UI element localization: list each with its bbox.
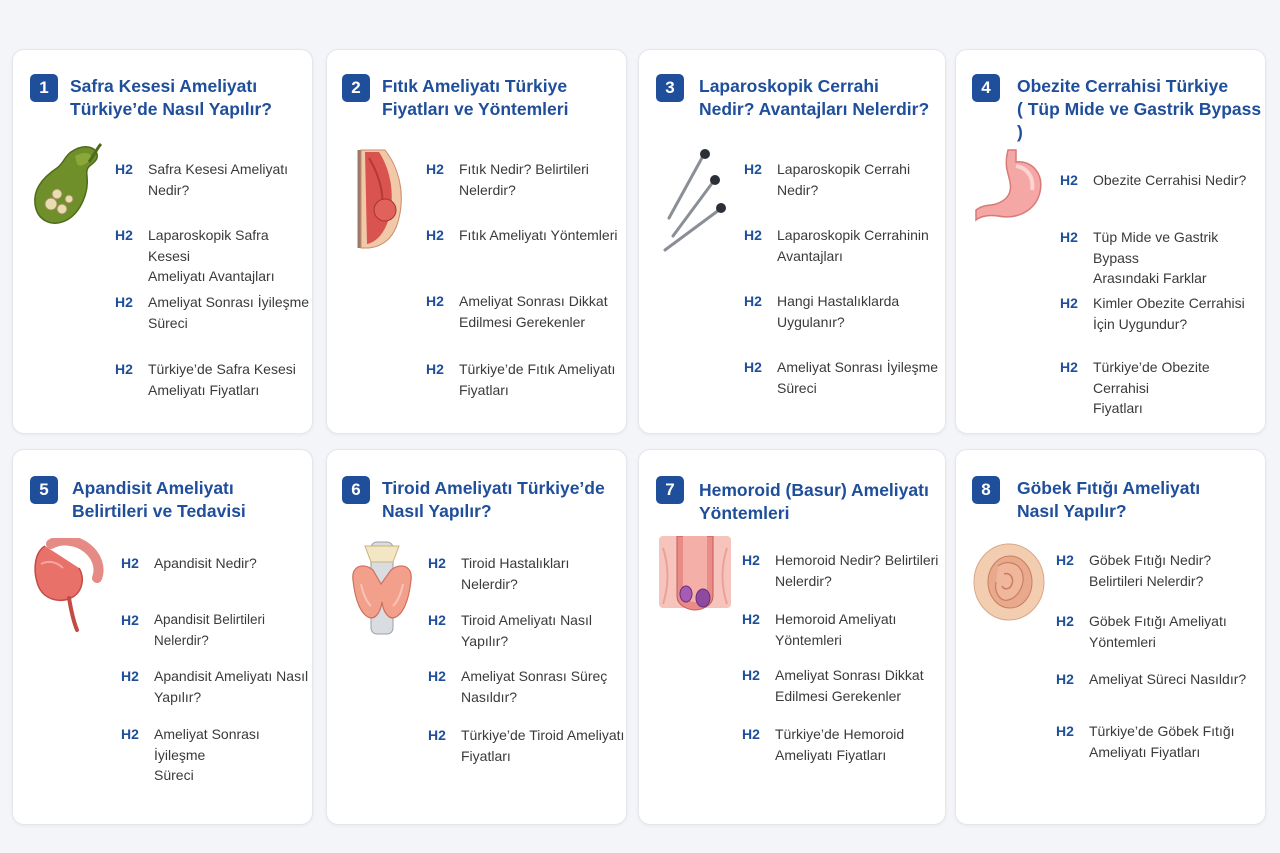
card-item[interactable] xyxy=(121,666,308,707)
h2-tag: H2 xyxy=(428,727,446,743)
h2-tag: H2 xyxy=(428,612,446,628)
card-item[interactable] xyxy=(426,291,608,332)
hemorrhoid-icon xyxy=(659,536,731,612)
card-number: 1 xyxy=(30,74,58,102)
card-item[interactable] xyxy=(426,225,617,246)
h2-tag: H2 xyxy=(115,161,133,177)
h2-tag: H2 xyxy=(121,668,139,684)
h2-tag: H2 xyxy=(744,161,762,177)
card-title[interactable]: Hemoroid (Basur) Ameliyatı Yöntemleri xyxy=(699,480,929,523)
card-8[interactable] xyxy=(955,449,1266,825)
h2-tag: H2 xyxy=(426,293,444,309)
h2-tag: H2 xyxy=(115,227,133,243)
h2-tag: H2 xyxy=(1056,613,1074,629)
h2-tag: H2 xyxy=(742,552,760,568)
h2-tag: H2 xyxy=(428,668,446,684)
card-item[interactable] xyxy=(1060,357,1265,419)
card-number: 5 xyxy=(30,476,58,504)
item-text: Obezite Cerrahisi Nedir? xyxy=(1093,172,1247,188)
h2-tag: H2 xyxy=(426,227,444,243)
card-item[interactable] xyxy=(426,159,589,200)
h2-tag: H2 xyxy=(426,361,444,377)
h2-tag: H2 xyxy=(1056,723,1074,739)
card-title[interactable]: Safra Kesesi Ameliyatı Türkiye’de Nasıl Yapılır? xyxy=(70,76,272,119)
item-text: Fıtık Ameliyatı Yöntemleri xyxy=(459,227,618,243)
card-item[interactable] xyxy=(742,609,896,650)
card-item[interactable] xyxy=(115,292,309,333)
card-title[interactable]: Laparoskopik Cerrahi Nedir? Avantajları Nelerdir? xyxy=(699,76,930,119)
item-text: Türkiye’de Hemoroid Ameliyatı Fiyatları xyxy=(775,726,905,763)
h2-tag: H2 xyxy=(742,667,760,683)
card-7[interactable] xyxy=(638,449,946,825)
gallbladder-icon xyxy=(31,142,103,230)
item-text: Hemoroid Nedir? Belirtileri Nelerdir? xyxy=(775,552,939,589)
item-text: Hangi Hastalıklarda Uygulanır? xyxy=(777,293,900,330)
card-title[interactable]: Fıtık Ameliyatı Türkiye Fiyatları ve Yöntemleri xyxy=(382,76,569,119)
card-item[interactable] xyxy=(744,159,910,200)
card-title[interactable]: Apandisit Ameliyatı Belirtileri ve Tedavisi xyxy=(72,478,246,521)
item-text: Apandisit Belirtileri Nelerdir? xyxy=(154,612,266,648)
item-text: Apandisit Nedir? xyxy=(154,555,257,571)
card-number: 6 xyxy=(342,476,370,504)
h2-tag: H2 xyxy=(426,161,444,177)
item-text: Tiroid Hastalıkları Nelerdir? xyxy=(461,555,570,592)
item-text: Göbek Fıtığı Ameliyatı Yöntemleri xyxy=(1089,613,1227,650)
item-text: Ameliyat Sonrası Dikkat Edilmesi Gerekenler xyxy=(775,667,924,704)
h2-tag: H2 xyxy=(744,359,762,375)
item-text: Göbek Fıtığı Nedir? Belirtileri Nelerdir? xyxy=(1089,552,1212,589)
card-item[interactable] xyxy=(742,665,924,706)
card-number: 4 xyxy=(972,74,1000,102)
card-item[interactable] xyxy=(1056,611,1227,652)
card-item[interactable] xyxy=(121,724,312,786)
card-item[interactable] xyxy=(744,357,938,398)
card-number: 2 xyxy=(342,74,370,102)
item-text: Safra Kesesi Ameliyatı Nedir? xyxy=(148,161,289,198)
card-item[interactable] xyxy=(121,553,257,574)
item-text: Fıtık Nedir? Belirtileri Nelerdir? xyxy=(459,161,589,198)
thyroid-icon xyxy=(349,540,415,638)
card-6[interactable] xyxy=(326,449,627,825)
h2-tag: H2 xyxy=(121,612,139,628)
item-text: Türkiye’de Safra Kesesi Ameliyatı Fiyatları xyxy=(148,361,296,398)
card-item[interactable] xyxy=(115,359,296,400)
h2-tag: H2 xyxy=(115,361,133,377)
card-item[interactable] xyxy=(428,553,569,594)
card-item[interactable] xyxy=(1056,669,1246,690)
card-item[interactable] xyxy=(428,725,624,766)
card-3[interactable] xyxy=(638,49,946,434)
card-item[interactable] xyxy=(428,666,607,707)
h2-tag: H2 xyxy=(742,611,760,627)
card-item[interactable] xyxy=(428,610,592,651)
card-5[interactable] xyxy=(12,449,313,825)
item-text: Kimler Obezite Cerrahisi İçin Uygundur? xyxy=(1093,295,1245,332)
item-text: Ameliyat Sonrası Süreç Nasıldır? xyxy=(461,668,608,705)
item-text: Hemoroid Ameliyatı Yöntemleri xyxy=(775,611,897,648)
h2-tag: H2 xyxy=(742,726,760,742)
card-number: 3 xyxy=(656,74,684,102)
h2-tag: H2 xyxy=(115,294,133,310)
card-item[interactable] xyxy=(744,291,899,332)
item-text: Laparoskopik Cerrahi Nedir? xyxy=(777,161,911,198)
card-item[interactable] xyxy=(1060,170,1246,191)
card-item[interactable] xyxy=(1060,293,1245,334)
card-number: 8 xyxy=(972,476,1000,504)
item-text: Ameliyat Sonrası İyileşme Süreci xyxy=(154,726,260,783)
h2-tag: H2 xyxy=(1056,552,1074,568)
item-text: Türkiye’de Tiroid Ameliyatı Fiyatları xyxy=(461,727,625,764)
card-item[interactable] xyxy=(742,724,904,765)
stomach-icon xyxy=(974,148,1046,222)
h2-tag: H2 xyxy=(744,293,762,309)
item-text: Türkiye’de Göbek Fıtığı Ameliyatı Fiyatları xyxy=(1089,723,1235,760)
item-text: Ameliyat Sonrası İyileşme Süreci xyxy=(148,294,310,331)
hernia-icon xyxy=(355,148,407,250)
card-item[interactable] xyxy=(121,610,312,651)
card-4[interactable] xyxy=(955,49,1266,434)
item-text: Laparoskopik Cerrahinin Avantajları xyxy=(777,227,929,264)
item-text: Ameliyat Süreci Nasıldır? xyxy=(1089,671,1247,687)
h2-tag: H2 xyxy=(1060,229,1078,245)
card-title[interactable]: Tiroid Ameliyatı Türkiye’de Nasıl Yapılır? xyxy=(382,478,605,521)
card-number: 7 xyxy=(656,476,684,504)
card-title[interactable]: Obezite Cerrahisi Türkiye ( Tüp Mide ve Gastrik Bypass ) xyxy=(1017,76,1262,142)
h2-tag: H2 xyxy=(1060,359,1078,375)
h2-tag: H2 xyxy=(121,555,139,571)
laparoscopic-instruments-icon xyxy=(659,148,729,254)
card-item[interactable] xyxy=(1056,550,1211,591)
umbilical-hernia-icon xyxy=(972,542,1046,622)
item-text: Türkiye’de Fıtık Ameliyatı Fiyatları xyxy=(459,361,616,398)
item-text: Ameliyat Sonrası Dikkat Edilmesi Gerekenler xyxy=(459,293,608,330)
h2-tag: H2 xyxy=(1056,671,1074,687)
card-2[interactable] xyxy=(326,49,627,434)
card-item[interactable] xyxy=(742,550,938,591)
card-1[interactable] xyxy=(12,49,313,434)
h2-tag: H2 xyxy=(428,555,446,571)
h2-tag: H2 xyxy=(744,227,762,243)
item-text: Laparoskopik Safra Kesesi Ameliyatı Avantajları xyxy=(148,227,275,284)
card-item[interactable] xyxy=(426,359,615,400)
card-item[interactable] xyxy=(1056,721,1235,762)
card-item[interactable] xyxy=(1060,227,1265,289)
card-item[interactable] xyxy=(115,225,312,287)
h2-tag: H2 xyxy=(1060,295,1078,311)
card-item[interactable] xyxy=(115,159,288,200)
item-text: Türkiye’de Obezite Cerrahisi Fiyatları xyxy=(1093,359,1210,416)
h2-tag: H2 xyxy=(121,726,139,742)
appendix-icon xyxy=(31,538,107,634)
item-text: Apandisit Ameliyatı Nasıl Yapılır? xyxy=(154,668,309,705)
card-item[interactable] xyxy=(744,225,929,266)
item-text: Tüp Mide ve Gastrik Bypass Arasındaki Farklar xyxy=(1093,229,1219,286)
card-title[interactable]: Göbek Fıtığı Ameliyatı Nasıl Yapılır? xyxy=(1017,478,1201,521)
item-text: Tiroid Ameliyatı Nasıl Yapılır? xyxy=(461,612,592,649)
item-text: Ameliyat Sonrası İyileşme Süreci xyxy=(777,359,939,396)
h2-tag: H2 xyxy=(1060,172,1078,188)
